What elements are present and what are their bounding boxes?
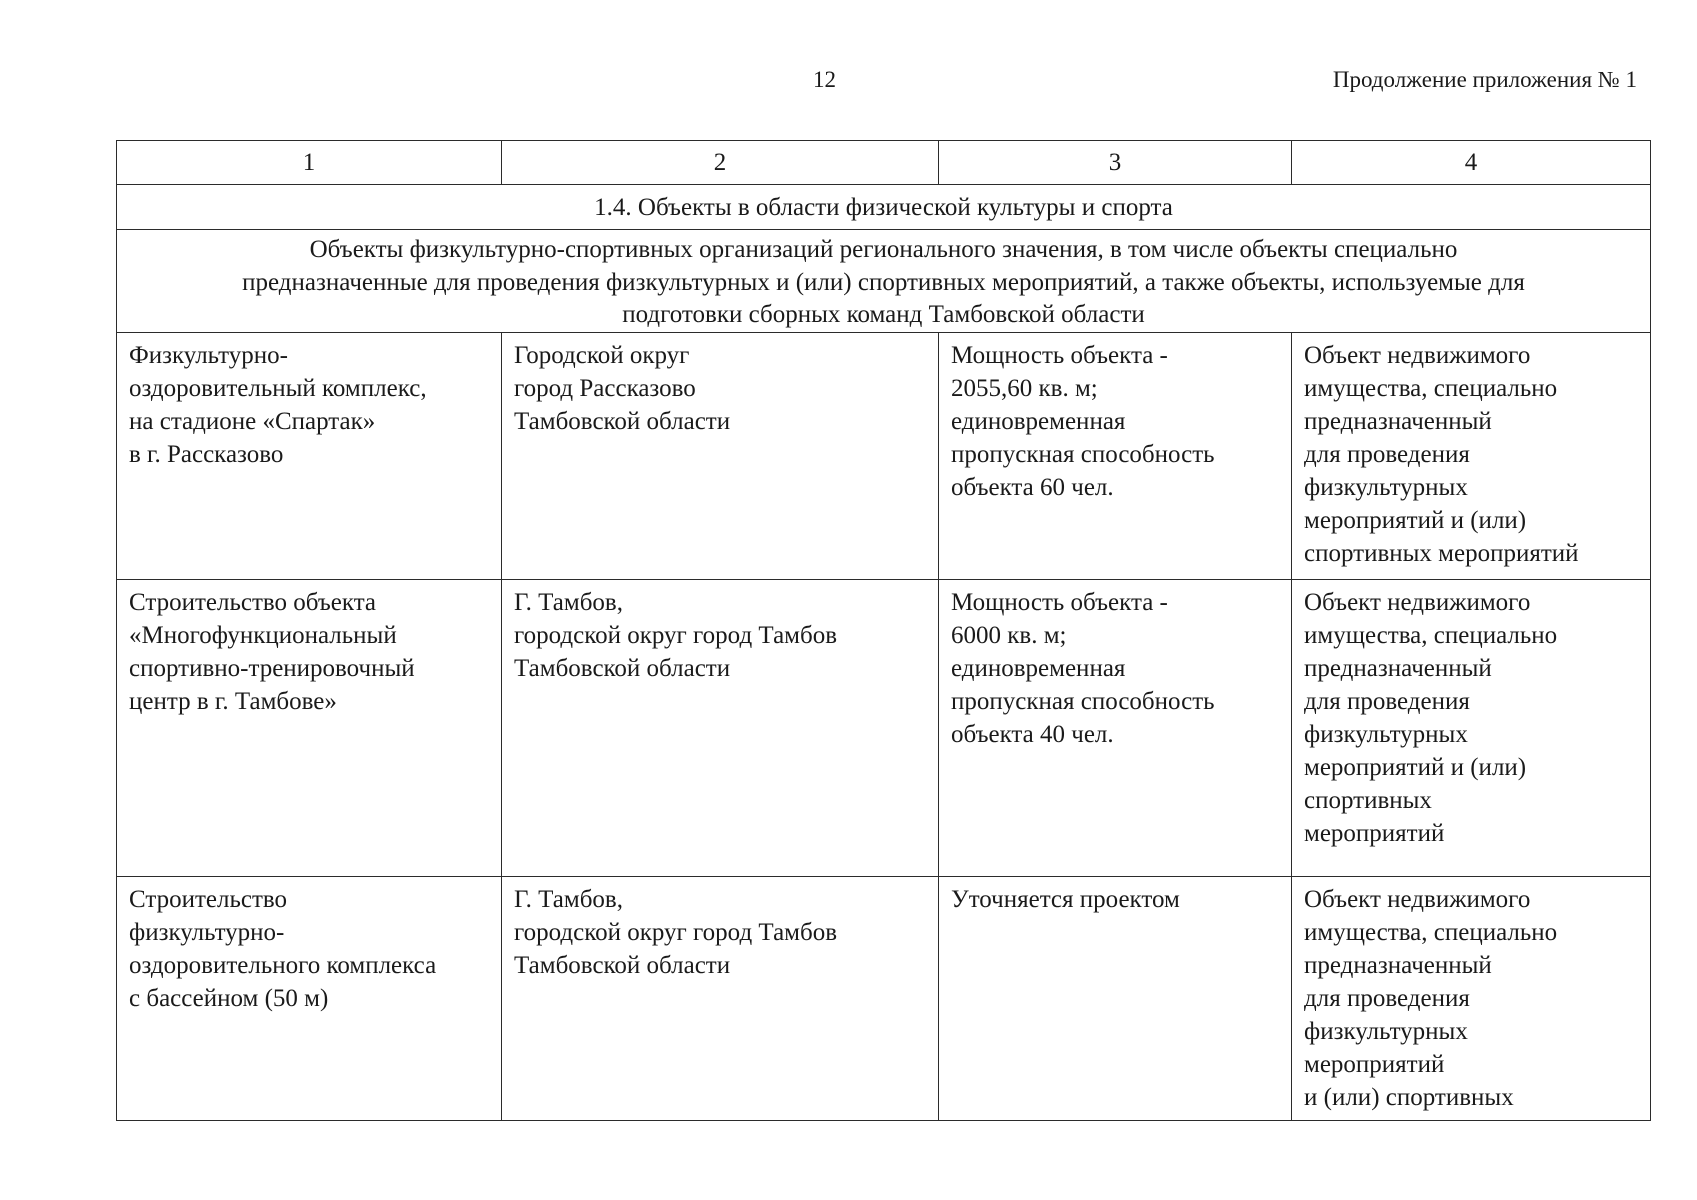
location-cell — [502, 876, 939, 1120]
facility-name-line: центр в г. Тамбове» — [129, 687, 337, 715]
facility-name-line: оздоровительного комплекса — [129, 951, 437, 979]
purpose-line: предназначенный — [1304, 951, 1492, 979]
purpose-line: мероприятий — [1304, 819, 1445, 847]
purpose-line: мероприятий и (или) — [1304, 753, 1527, 781]
facility-name-cell — [117, 876, 502, 1120]
capacity-cell — [939, 332, 1292, 579]
table-row — [117, 579, 1651, 876]
purpose-line: для проведения — [1304, 984, 1470, 1012]
capacity-line: объекта 60 чел. — [951, 473, 1114, 501]
purpose-line: имущества, специально — [1304, 918, 1558, 946]
facility-name-line: «Многофункциональный — [129, 621, 397, 649]
purpose-line: мероприятий и (или) — [1304, 506, 1527, 534]
capacity-cell — [939, 579, 1292, 876]
appendix-continuation-label: Продолжение приложения № 1 — [1332, 67, 1637, 92]
location-cell — [502, 332, 939, 579]
facility-name-line: Физкультурно- — [129, 341, 288, 369]
purpose-line: Объект недвижимого — [1304, 885, 1531, 913]
location-cell — [502, 579, 939, 876]
location-line: Тамбовской области — [514, 407, 731, 435]
location-line: городской округ город Тамбов — [514, 621, 838, 649]
capacity-line: единовременная — [951, 654, 1126, 682]
purpose-line: имущества, специально — [1304, 374, 1558, 402]
purpose-line: мероприятий — [1304, 1050, 1445, 1078]
location-line: Тамбовской области — [514, 951, 731, 979]
column-number-3: 3 — [939, 141, 1292, 185]
capacity-line: 2055,60 кв. м; — [951, 374, 1098, 402]
location-line: Городской округ — [514, 341, 690, 369]
purpose-line: физкультурных — [1304, 720, 1468, 748]
group-title-line: подготовки сборных команд Тамбовской области — [622, 301, 1145, 328]
purpose-cell — [1292, 876, 1651, 1120]
location-line: городской округ город Тамбов — [514, 918, 838, 946]
capacity-line: Уточняется проектом — [951, 885, 1180, 913]
group-title — [117, 230, 1651, 333]
purpose-line: предназначенный — [1304, 654, 1492, 682]
purpose-line: Объект недвижимого — [1304, 588, 1531, 616]
facility-name-line: оздоровительный комплекс, — [129, 374, 427, 402]
facilities-table — [116, 140, 1651, 1121]
column-number-1: 1 — [117, 141, 502, 185]
location-line: Г. Тамбов, — [514, 588, 623, 616]
group-heading-row — [117, 230, 1651, 333]
section-heading-row — [117, 185, 1651, 230]
purpose-line: спортивных мероприятий — [1304, 539, 1579, 567]
capacity-line: 6000 кв. м; — [951, 621, 1067, 649]
location-line: город Рассказово — [514, 374, 696, 402]
purpose-line: спортивных — [1304, 786, 1432, 814]
capacity-line: пропускная способность — [951, 687, 1215, 715]
column-number-4: 4 — [1292, 141, 1651, 185]
purpose-line: и (или) спортивных — [1304, 1083, 1514, 1111]
section-title: 1.4. Объекты в области физической культуры и спорта — [117, 185, 1651, 230]
group-title-line: предназначенные для проведения физкультурных и (или) спортивных мероприятий, а также объекты, используемые для — [242, 268, 1525, 296]
purpose-line: для проведения — [1304, 440, 1470, 468]
column-number-row — [117, 141, 1651, 185]
purpose-cell — [1292, 579, 1651, 876]
purpose-cell — [1292, 332, 1651, 579]
purpose-line: физкультурных — [1304, 473, 1468, 501]
facility-name-line: на стадионе «Спартак» — [129, 407, 376, 435]
table-row — [117, 876, 1651, 1120]
purpose-line: физкультурных — [1304, 1017, 1468, 1045]
facility-name-cell — [117, 332, 502, 579]
facility-name-cell — [117, 579, 502, 876]
page-number: 12 — [813, 67, 836, 92]
purpose-line: Объект недвижимого — [1304, 341, 1531, 369]
capacity-line: объекта 40 чел. — [951, 720, 1114, 748]
table-row — [117, 332, 1651, 579]
purpose-line: предназначенный — [1304, 407, 1492, 435]
facility-name-line: физкультурно- — [129, 918, 285, 946]
purpose-line: имущества, специально — [1304, 621, 1558, 649]
facility-name-line: Строительство — [129, 885, 288, 913]
purpose-line: для проведения — [1304, 687, 1470, 715]
capacity-line: Мощность объекта - — [951, 588, 1168, 616]
facility-name-line: Строительство объекта — [129, 588, 377, 616]
capacity-line: пропускная способность — [951, 440, 1215, 468]
facility-name-line: спортивно-тренировочный — [129, 654, 415, 682]
facility-name-line: с бассейном (50 м) — [129, 984, 329, 1012]
facility-name-line: в г. Рассказово — [129, 440, 284, 468]
group-title-line: Объекты физкультурно-спортивных организаций регионального значения, в том числе объекты специально — [309, 236, 1458, 263]
location-line: Г. Тамбов, — [514, 885, 623, 913]
capacity-line: единовременная — [951, 407, 1126, 435]
location-line: Тамбовской области — [514, 654, 731, 682]
column-number-2: 2 — [502, 141, 939, 185]
capacity-cell — [939, 876, 1292, 1120]
capacity-line: Мощность объекта - — [951, 341, 1168, 369]
